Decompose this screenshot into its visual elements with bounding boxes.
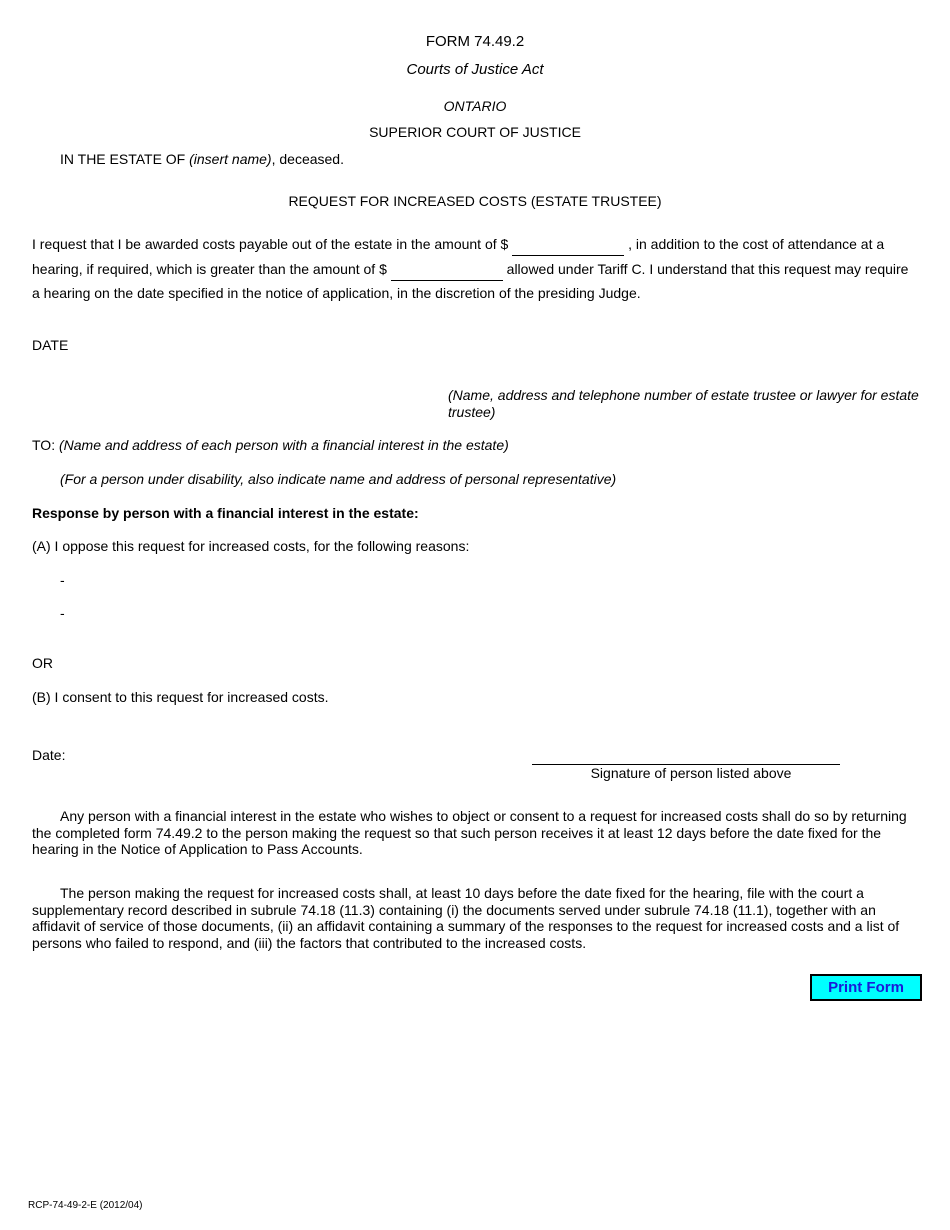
request-text-1: I request that I be awarded costs payable out of the estate in the amount of $ — [32, 236, 509, 252]
signature-caption: Signature of person listed above — [590, 765, 792, 781]
footer-code: RCP-74-49-2-E (2012/04) — [28, 1200, 143, 1211]
request-paragraph — [32, 232, 912, 306]
response-heading: Response by person with a financial interest in the estate: — [32, 505, 419, 521]
request-text-2: , in addition to the cost of attendance at a hearing, if required, which is greater than the amount of $ — [32, 236, 885, 277]
request-text-3: allowed under Tariff C. I understand that this request may require a hearing on the date specified in the notice of application, in the discretion of the presiding Judge. — [32, 260, 909, 301]
to-label: TO: — [32, 437, 56, 453]
notice-filing — [32, 885, 912, 951]
notice-objection-text: Any person with a financial interest in the estate who wishes to object or consent to a request for increased costs shall do so by returning the completed form 74.49.2 to the person making the request so that such person receives it at least 12 days before the date fixed for the hearing in the Notice of Application to Pass Accounts. — [32, 808, 907, 857]
date-label: DATE — [32, 337, 69, 353]
province: ONTARIO — [443, 98, 507, 114]
option-a: (A) I oppose this request for increased costs, for the following reasons: — [32, 538, 470, 554]
estate-insert-name: (insert name) — [189, 151, 272, 167]
reason-bullet-1: - — [60, 572, 65, 588]
trustee-info: (Name, address and telephone number of estate trustee or lawyer for estate trustee) — [448, 387, 919, 420]
estate-suffix: , deceased. — [271, 151, 344, 167]
option-b: (B) I consent to this request for increased costs. — [32, 689, 329, 705]
estate-prefix: IN THE ESTATE OF — [60, 151, 186, 167]
court-name: SUPERIOR COURT OF JUSTICE — [369, 124, 581, 140]
estate-line — [60, 151, 344, 167]
or-label: OR — [32, 655, 53, 671]
notice-objection — [32, 808, 912, 858]
reason-bullet-2: - — [60, 605, 65, 621]
to-line — [32, 437, 509, 453]
amount-field-1[interactable] — [512, 239, 624, 256]
date2-label: Date: — [32, 747, 66, 763]
form-number: FORM 74.49.2 — [425, 33, 525, 50]
to-text: (Name and address of each person with a financial interest in the estate) — [58, 437, 509, 453]
act-name: Courts of Justice Act — [406, 61, 544, 78]
notice-filing-text: The person making the request for increased costs shall, at least 10 days before the date fixed for the hearing, file with the court a supplementary record described in subrule 74.18 (11.3) containing (i) the documents served under subrule 74.18 (11.1), together with an affidavit of service of those documents, (ii) an affidavit containing a summary of the responses to the request for increased costs and a list of persons who failed to respond, and (iii) the factors that contributed to the increased costs. — [32, 885, 900, 951]
amount-field-2[interactable] — [391, 264, 503, 281]
disability-note: (For a person under disability, also indicate name and address of personal representative) — [60, 471, 617, 487]
form-title: REQUEST FOR INCREASED COSTS (ESTATE TRUSTEE) — [288, 193, 662, 209]
print-form-button[interactable]: Print Form — [810, 974, 922, 1001]
